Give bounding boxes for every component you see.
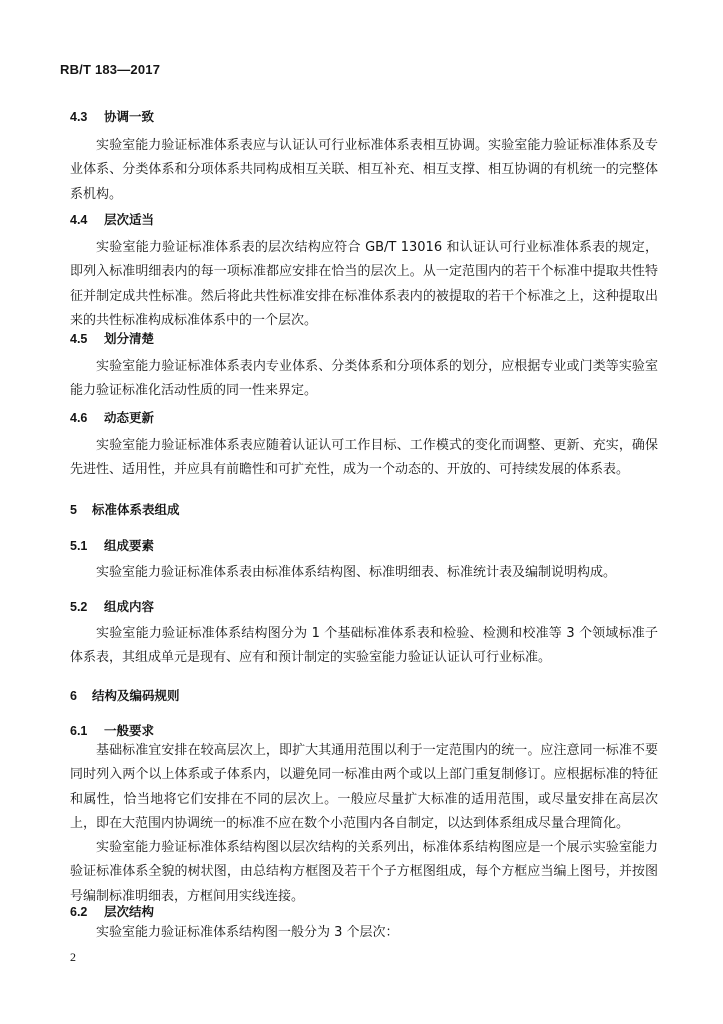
section-title: 层次结构 — [104, 904, 155, 919]
section-heading-6 — [70, 686, 180, 704]
section-heading-4-6 — [70, 408, 154, 426]
section-heading-5-2 — [70, 597, 154, 615]
section-heading-5-1 — [70, 536, 154, 554]
paragraph-6-2: 实验室能力验证标准体系结构图一般分为 3 个层次： — [96, 925, 399, 940]
section-title: 动态更新 — [104, 410, 155, 425]
section-title: 组成要素 — [104, 538, 155, 553]
paragraph-4-6: 实验室能力验证标准体系表应随着认证认可工作目标、工作模式的变化而调整、更新、充实，确保先进性、适用性，并应具有前瞻性和可扩充性，成为一个动态的、开放的、可持续发展的体系表。 — [70, 438, 658, 478]
paragraph-4-3: 实验室能力验证标准体系表应与认证认可行业标准体系表相互协调。实验室能力验证标准体系及专业体系、分类体系和分项体系共同构成相互关联、相互补充、相互支撑、相互协调的有机统一的完整体系机构。 — [70, 138, 658, 202]
section-number: 5.1 — [70, 539, 88, 553]
section-title: 一般要求 — [104, 723, 155, 738]
section-number: 4.4 — [70, 213, 88, 227]
document-code: RB/T 183—2017 — [60, 62, 161, 77]
section-heading-4-3 — [70, 107, 154, 125]
section-heading-5 — [70, 500, 180, 518]
section-heading-4-5 — [70, 329, 154, 347]
section-heading-6-1 — [70, 721, 154, 739]
paragraph-5-1: 实验室能力验证标准体系表由标准体系结构图、标准明细表、标准统计表及编制说明构成。 — [96, 565, 617, 580]
section-title: 标准体系表组成 — [92, 502, 180, 517]
section-number: 6.2 — [70, 905, 88, 919]
section-number: 4.6 — [70, 411, 88, 425]
section-title: 层次适当 — [104, 212, 155, 227]
section-number: 6 — [70, 689, 77, 703]
section-number: 6.1 — [70, 724, 88, 738]
section-number: 5.2 — [70, 600, 88, 614]
paragraph-4-5: 实验室能力验证标准体系表内专业体系、分类体系和分项体系的划分，应根据专业或门类等实验室能力验证标准化活动性质的同一性来界定。 — [70, 359, 658, 399]
section-number: 4.3 — [70, 110, 88, 124]
page-number: 2 — [70, 950, 76, 964]
section-heading-4-4 — [70, 210, 154, 228]
section-title: 结构及编码规则 — [92, 688, 180, 703]
paragraph-5-2: 实验室能力验证标准体系结构图分为 1 个基础标准体系表和检验、检测和校准等 3 个领域标准子体系表，其组成单元是现有、应有和预计制定的实验室能力验证认证认可行业标准。 — [70, 626, 658, 666]
section-number: 5 — [70, 503, 77, 517]
paragraph-6-1-b: 实验室能力验证标准体系结构图以层次结构的关系列出，标准体系结构图应是一个展示实验室能力验证标准体系全貌的树状图，由总结构方框图及若干个子方框图组成，每个方框应当编上图号，并按图号编制标准明细表，方框间用实线连接。 — [70, 840, 658, 904]
paragraph-6-1-a: 基础标准宜安排在较高层次上，即扩大其通用范围以利于一定范围内的统一。应注意同一标准不要同时列入两个以上体系或子体系内，以避免同一标准由两个或以上部门重复制修订。应根据标准的特征和属性，恰当地将它们安排在不同的层次上。一般应尽量扩大标准的适用范围，或尽量安排在高层次上，即在大范围内协调统一的标准不应在数个小范围内各自制定，以达到体系组成尽量合理简化。 — [70, 743, 658, 831]
section-title: 组成内容 — [104, 599, 155, 614]
paragraph-4-4: 实验室能力验证标准体系表的层次结构应符合 GB/T 13016 和认证认可行业标准体系表的规定，即列入标准明细表内的每一项标准都应安排在恰当的层次上。从一定范围内的若干个标准中提取共性特征并制定成共性标准。然后将此共性标准安排在标准体系表内的被提取的若干个标准之上，这种提取出来的共性标准构成标准体系中的一个层次。 — [70, 240, 658, 328]
section-title: 划分清楚 — [104, 331, 155, 346]
section-number: 4.5 — [70, 332, 88, 346]
section-heading-6-2 — [70, 902, 154, 920]
section-title: 协调一致 — [104, 109, 155, 124]
